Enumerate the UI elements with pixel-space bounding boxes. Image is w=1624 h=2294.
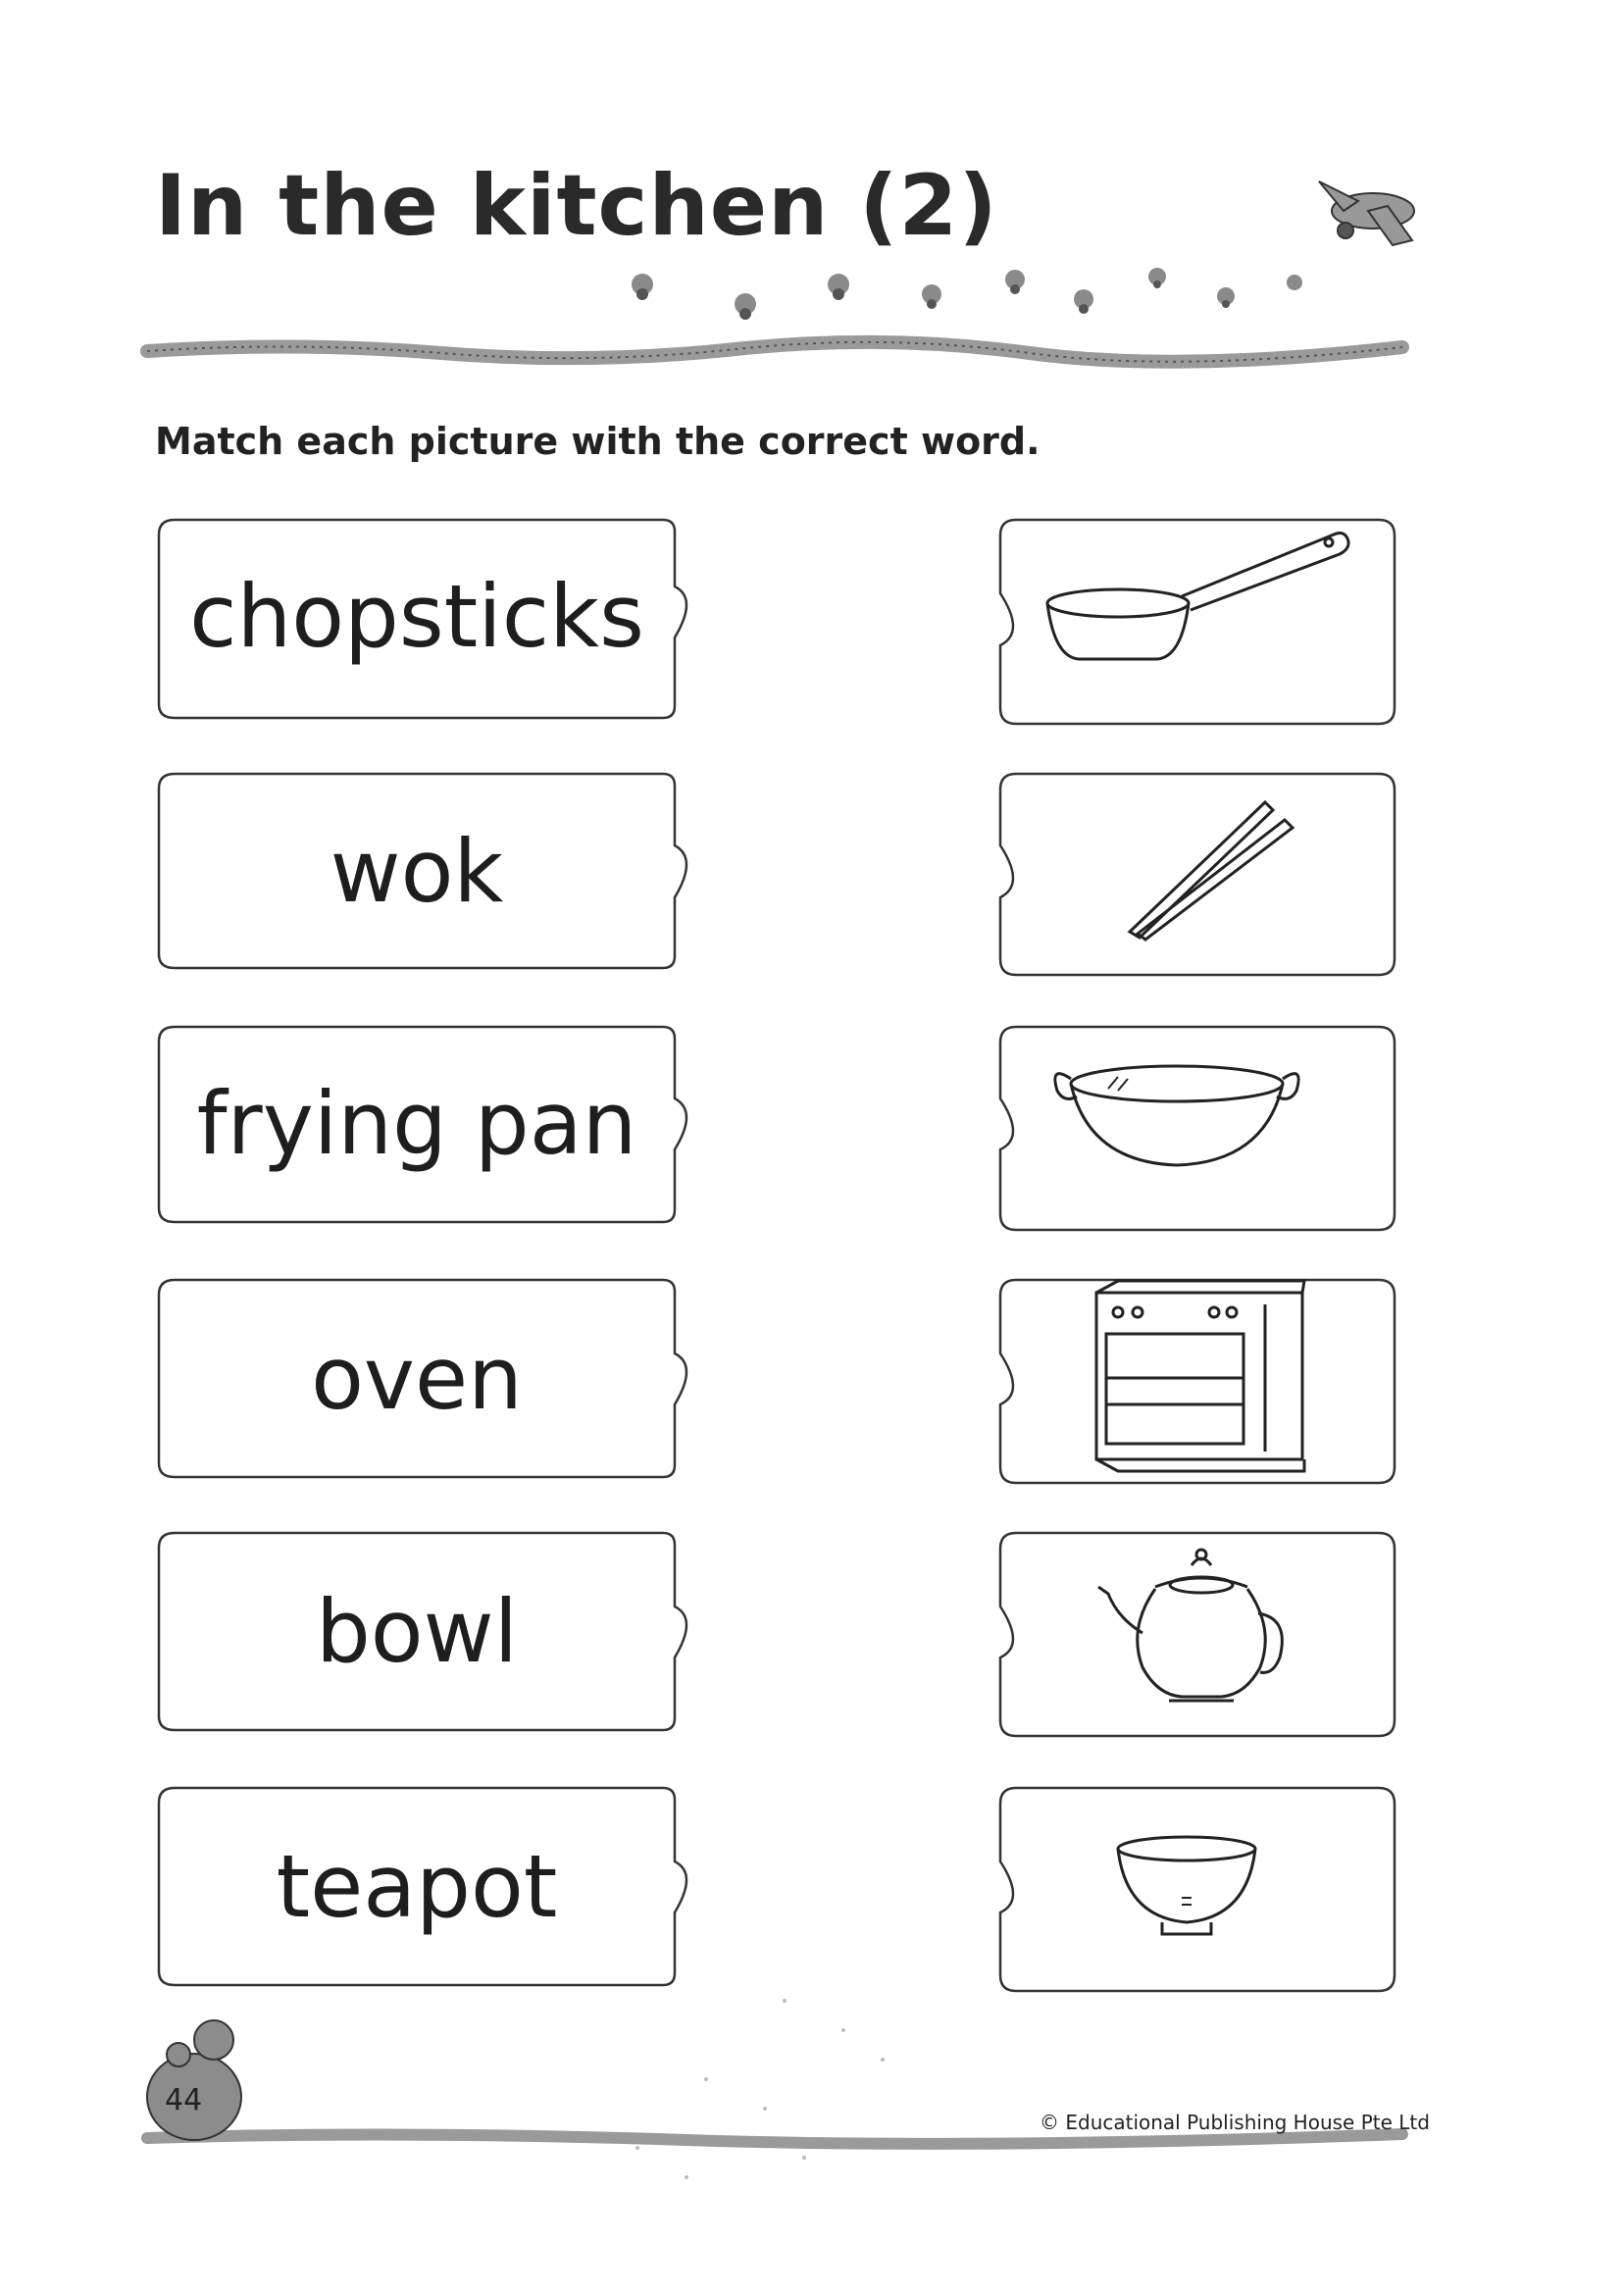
word-label-oven: oven xyxy=(311,1328,523,1429)
chopsticks-icon xyxy=(1130,802,1293,940)
copyright-text: © Educational Publishing House Pte Ltd xyxy=(1040,2111,1430,2134)
bowl-icon xyxy=(1118,1837,1255,1934)
picture-card-4 xyxy=(1000,1280,1395,1483)
oven-icon xyxy=(1096,1281,1304,1471)
speckle-texture xyxy=(635,1999,885,2179)
teapot-icon xyxy=(1098,1550,1282,1701)
word-label-teapot: teapot xyxy=(276,1836,558,1937)
instruction-text: Match each picture with the correct word. xyxy=(155,420,1040,463)
frying-pan-icon xyxy=(1047,534,1348,659)
word-label-frying-pan: frying pan xyxy=(196,1073,637,1174)
picture-card-5 xyxy=(1000,1533,1395,1736)
picture-card-2 xyxy=(1000,774,1395,975)
page-number: 44 xyxy=(165,2083,203,2117)
word-label-bowl: bowl xyxy=(315,1581,519,1682)
picture-card-3 xyxy=(1000,1027,1395,1230)
word-label-chopsticks: chopsticks xyxy=(189,566,644,667)
picture-card-1 xyxy=(1000,520,1395,724)
page-title: In the kitchen (2) xyxy=(155,157,998,255)
picture-card-6 xyxy=(1000,1788,1395,1991)
word-label-wok: wok xyxy=(330,821,504,922)
wok-icon xyxy=(1055,1066,1298,1165)
hippo-icon xyxy=(147,2020,241,2140)
footer-wavy-divider xyxy=(147,2134,1402,2144)
